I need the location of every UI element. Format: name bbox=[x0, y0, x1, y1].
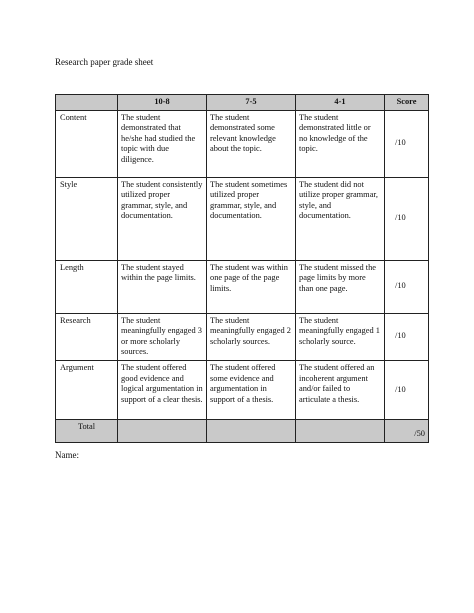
table-row bbox=[56, 313, 429, 360]
table-row bbox=[56, 177, 429, 260]
header-7-5: 7-5 bbox=[207, 95, 296, 111]
table-header-row bbox=[56, 95, 429, 111]
descriptor-4-1: The student offered an incoherent argument and/or failed to articulate a thesis. bbox=[296, 360, 385, 419]
descriptor-10-8: The student demonstrated that he/she had studied the topic with due diligence. bbox=[118, 110, 207, 177]
descriptor-10-8: The student meaningfully engaged 3 or more scholarly sources. bbox=[118, 313, 207, 360]
descriptor-10-8: The student offered good evidence and logical argumentation in support of a clear thesis. bbox=[118, 360, 207, 419]
total-empty-cell bbox=[118, 419, 207, 442]
descriptor-10-8: The student stayed within the page limits. bbox=[118, 260, 207, 313]
header-score: Score bbox=[385, 95, 429, 111]
header-10-8: 10-8 bbox=[118, 95, 207, 111]
header-4-1: 4-1 bbox=[296, 95, 385, 111]
descriptor-4-1: The student demonstrated little or no knowledge of the topic. bbox=[296, 110, 385, 177]
criterion-research: Research bbox=[56, 313, 118, 360]
descriptor-10-8: The student consistently utilized proper grammar, style, and documentation. bbox=[118, 177, 207, 260]
name-label: Name: bbox=[55, 450, 79, 460]
score-cell: /10 bbox=[385, 110, 429, 177]
score-cell: /10 bbox=[385, 177, 429, 260]
descriptor-4-1: The student meaningfully engaged 1 scholarly source. bbox=[296, 313, 385, 360]
table-row bbox=[56, 110, 429, 177]
table-row bbox=[56, 360, 429, 419]
total-score: /50 bbox=[385, 419, 429, 442]
criterion-style: Style bbox=[56, 177, 118, 260]
total-empty-cell bbox=[207, 419, 296, 442]
score-cell: /10 bbox=[385, 360, 429, 419]
page-title: Research paper grade sheet bbox=[55, 57, 154, 67]
criterion-argument: Argument bbox=[56, 360, 118, 419]
descriptor-7-5: The student sometimes utilized proper grammar, style, and documentation. bbox=[207, 177, 296, 260]
score-cell: /10 bbox=[385, 260, 429, 313]
criterion-content: Content bbox=[56, 110, 118, 177]
descriptor-4-1: The student missed the page limits by more than one page. bbox=[296, 260, 385, 313]
score-cell: /10 bbox=[385, 313, 429, 360]
descriptor-7-5: The student meaningfully engaged 2 scholarly sources. bbox=[207, 313, 296, 360]
total-label: Total bbox=[56, 419, 118, 442]
total-empty-cell bbox=[296, 419, 385, 442]
criterion-length: Length bbox=[56, 260, 118, 313]
table-row bbox=[56, 260, 429, 313]
descriptor-7-5: The student offered some evidence and argumentation in support of a thesis. bbox=[207, 360, 296, 419]
descriptor-7-5: The student demonstrated some relevant knowledge about the topic. bbox=[207, 110, 296, 177]
header-criterion bbox=[56, 95, 118, 111]
descriptor-4-1: The student did not utilize proper grammar, style, and documentation. bbox=[296, 177, 385, 260]
grade-rubric-table bbox=[55, 94, 429, 443]
descriptor-7-5: The student was within one page of the page limits. bbox=[207, 260, 296, 313]
total-row bbox=[56, 419, 429, 442]
